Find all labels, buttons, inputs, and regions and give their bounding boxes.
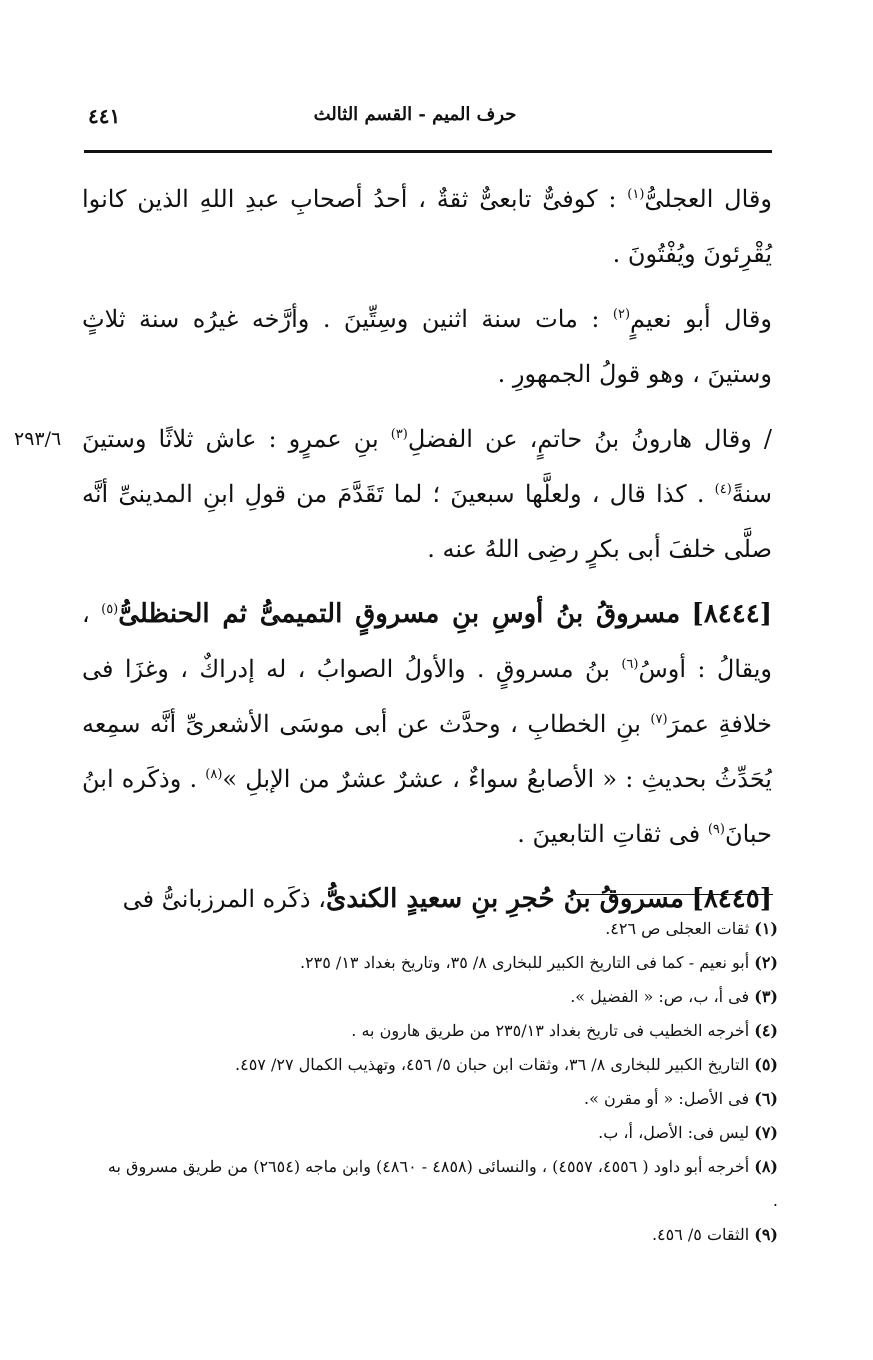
footnote-text: الثقات ٥/ ٤٥٦. [651,1225,750,1244]
main-text [82,172,772,937]
entry-number: [٨٤٤٥] [691,884,772,914]
footnote-text: أبو نعيم - كما فى التاريخ الكبير للبخارى ٨/ ٣٥، وتاريخ بغداد ١٣/ ٢٣٥. [299,953,750,972]
paragraph-ajli [82,172,772,282]
entry-text: ، ويقالُ : أوسُ [82,600,772,683]
footnote-ref: (٨) [205,767,223,782]
header-rule [84,150,772,153]
paragraph-lead: / وقال هارونُ بنُ حاتمٍ، عن الفضلِ [407,425,772,453]
footnote-number: (٢) [754,953,778,972]
footnote-7 [98,1116,778,1150]
footnote-2 [98,946,778,980]
entry-name: مسروقُ بنُ حُجرِ بنِ سعيدٍ الكندىُّ [325,884,684,914]
entry-text: بنِ الخطابِ ، وحدَّث عن أبى موسَى الأشعرىِّ أنَّه سمِعه يُحَدِّثُ بحديثِ : « الأصابعُ سواءٌ ، عشرٌ عشرٌ من الإبلِ » [82,710,772,793]
footnote-4 [98,1014,778,1048]
footnote-3 [98,980,778,1014]
footnote-ref: (٢) [612,307,631,322]
entry-text: ، ذكَره المرزبانىُّ فى [122,885,326,913]
paragraph-text: . كذا قال ، ولعلَّها سبعينَ ؛ لما تَقَدَّمَ من قولِ ابنِ المدينىِّ أنَّه صلَّى خلفَ أبى بكرٍ رضِى اللهُ عنه . [82,480,772,563]
footnote-9 [98,1218,778,1252]
footnote-ref: (١) [627,187,645,202]
paragraph-text: : مات سنة اثنين وسِتِّينَ . وأرَّخه غيرُه سنة ثلاثٍ وستينَ ، وهو قولُ الجمهورِ . [82,305,772,388]
footnote-ref: (٣) [390,427,408,442]
footnote-rule [575,894,773,895]
running-header-title: حرف الميم - القسم الثالث [313,104,517,125]
footnote-number: (٦) [754,1089,778,1108]
paragraph-text: : كوفىٌّ تابعىٌّ ثقةٌ ، أحدُ أصحابِ عبدِ اللهِ الذين كانوا يُقْرِئونَ ويُفْتُونَ . [82,185,772,268]
paragraph-lead: وقال العجلىُّ [644,185,772,213]
margin-reference: ٢٩٣/٦ [14,428,62,450]
footnote-1 [98,912,778,946]
footnote-ref: (٦) [621,657,639,672]
footnote-number: (٧) [754,1123,778,1142]
footnote-5 [98,1048,778,1082]
footnote-number: (٩) [754,1225,778,1244]
entry-8444 [82,587,772,862]
footnote-6 [98,1082,778,1116]
entry-number: [٨٤٤٤] [691,599,772,629]
paragraph-text: بنِ عمرٍو : عاش ثلاثًا وستينَ سنةً [82,425,772,508]
footnote-text: التاريخ الكبير للبخارى ٨/ ٣٦، وثقات ابن حبان ٥/ ٤٥٦، وتهذيب الكمال ٢٧/ ٤٥٧. [235,1055,750,1074]
footnote-text: فى أ، ب، ص: « الفضيل ». [570,987,750,1006]
entry-text: فى ثقاتِ التابعينَ . [517,820,708,848]
paragraph-lead: وقال أبو نعيمٍ [630,305,772,333]
paragraph-harun [82,412,772,577]
footnote-text: ليس فى: الأصل، أ، ب. [598,1123,750,1142]
entry-text: . وذكَره ابنُ حبانَ [82,765,772,848]
footnote-number: (٤) [754,1021,778,1040]
entry-text: بنُ مسروقٍ . والأولُ الصوابُ ، له إدراكٌ ، وغزَا فى خلافةِ عمرَ [82,655,772,738]
page-number: ٤٤١ [88,104,121,128]
footnote-ref: (٥) [101,602,119,617]
footnote-text: أخرجه الخطيب فى تاريخ بغداد ٢٣٥/١٣ من طريق هارون به . [351,1021,750,1040]
footnote-ref: (٤) [714,482,732,497]
footnote-text: أخرجه أبو داود ( ٤٥٥٦، ٤٥٥٧) ، والنسائى (٤٨٥٨ - ٤٨٦٠) وابن ماجه (٢٦٥٤) من طريق مسروق به . [107,1157,778,1210]
footnote-number: (٣) [754,987,778,1006]
footnote-ref: (٩) [707,822,725,837]
footnote-ref: (٧) [650,712,668,727]
footnotes [98,912,778,1252]
paragraph-abu-nuaim [82,292,772,402]
footnote-number: (٨) [754,1157,778,1176]
footnote-number: (٥) [754,1055,778,1074]
footnote-8 [98,1150,778,1218]
footnote-number: (١) [754,919,778,938]
entry-name: مسروقُ بنُ أوسِ بنِ مسروقٍ التميمىُّ ثم الحنظلىُّ [118,599,681,629]
footnote-text: فى الأصل: « أو مقرن ». [584,1089,750,1108]
footnote-text: ثقات العجلى ص ٤٢٦. [605,919,750,938]
